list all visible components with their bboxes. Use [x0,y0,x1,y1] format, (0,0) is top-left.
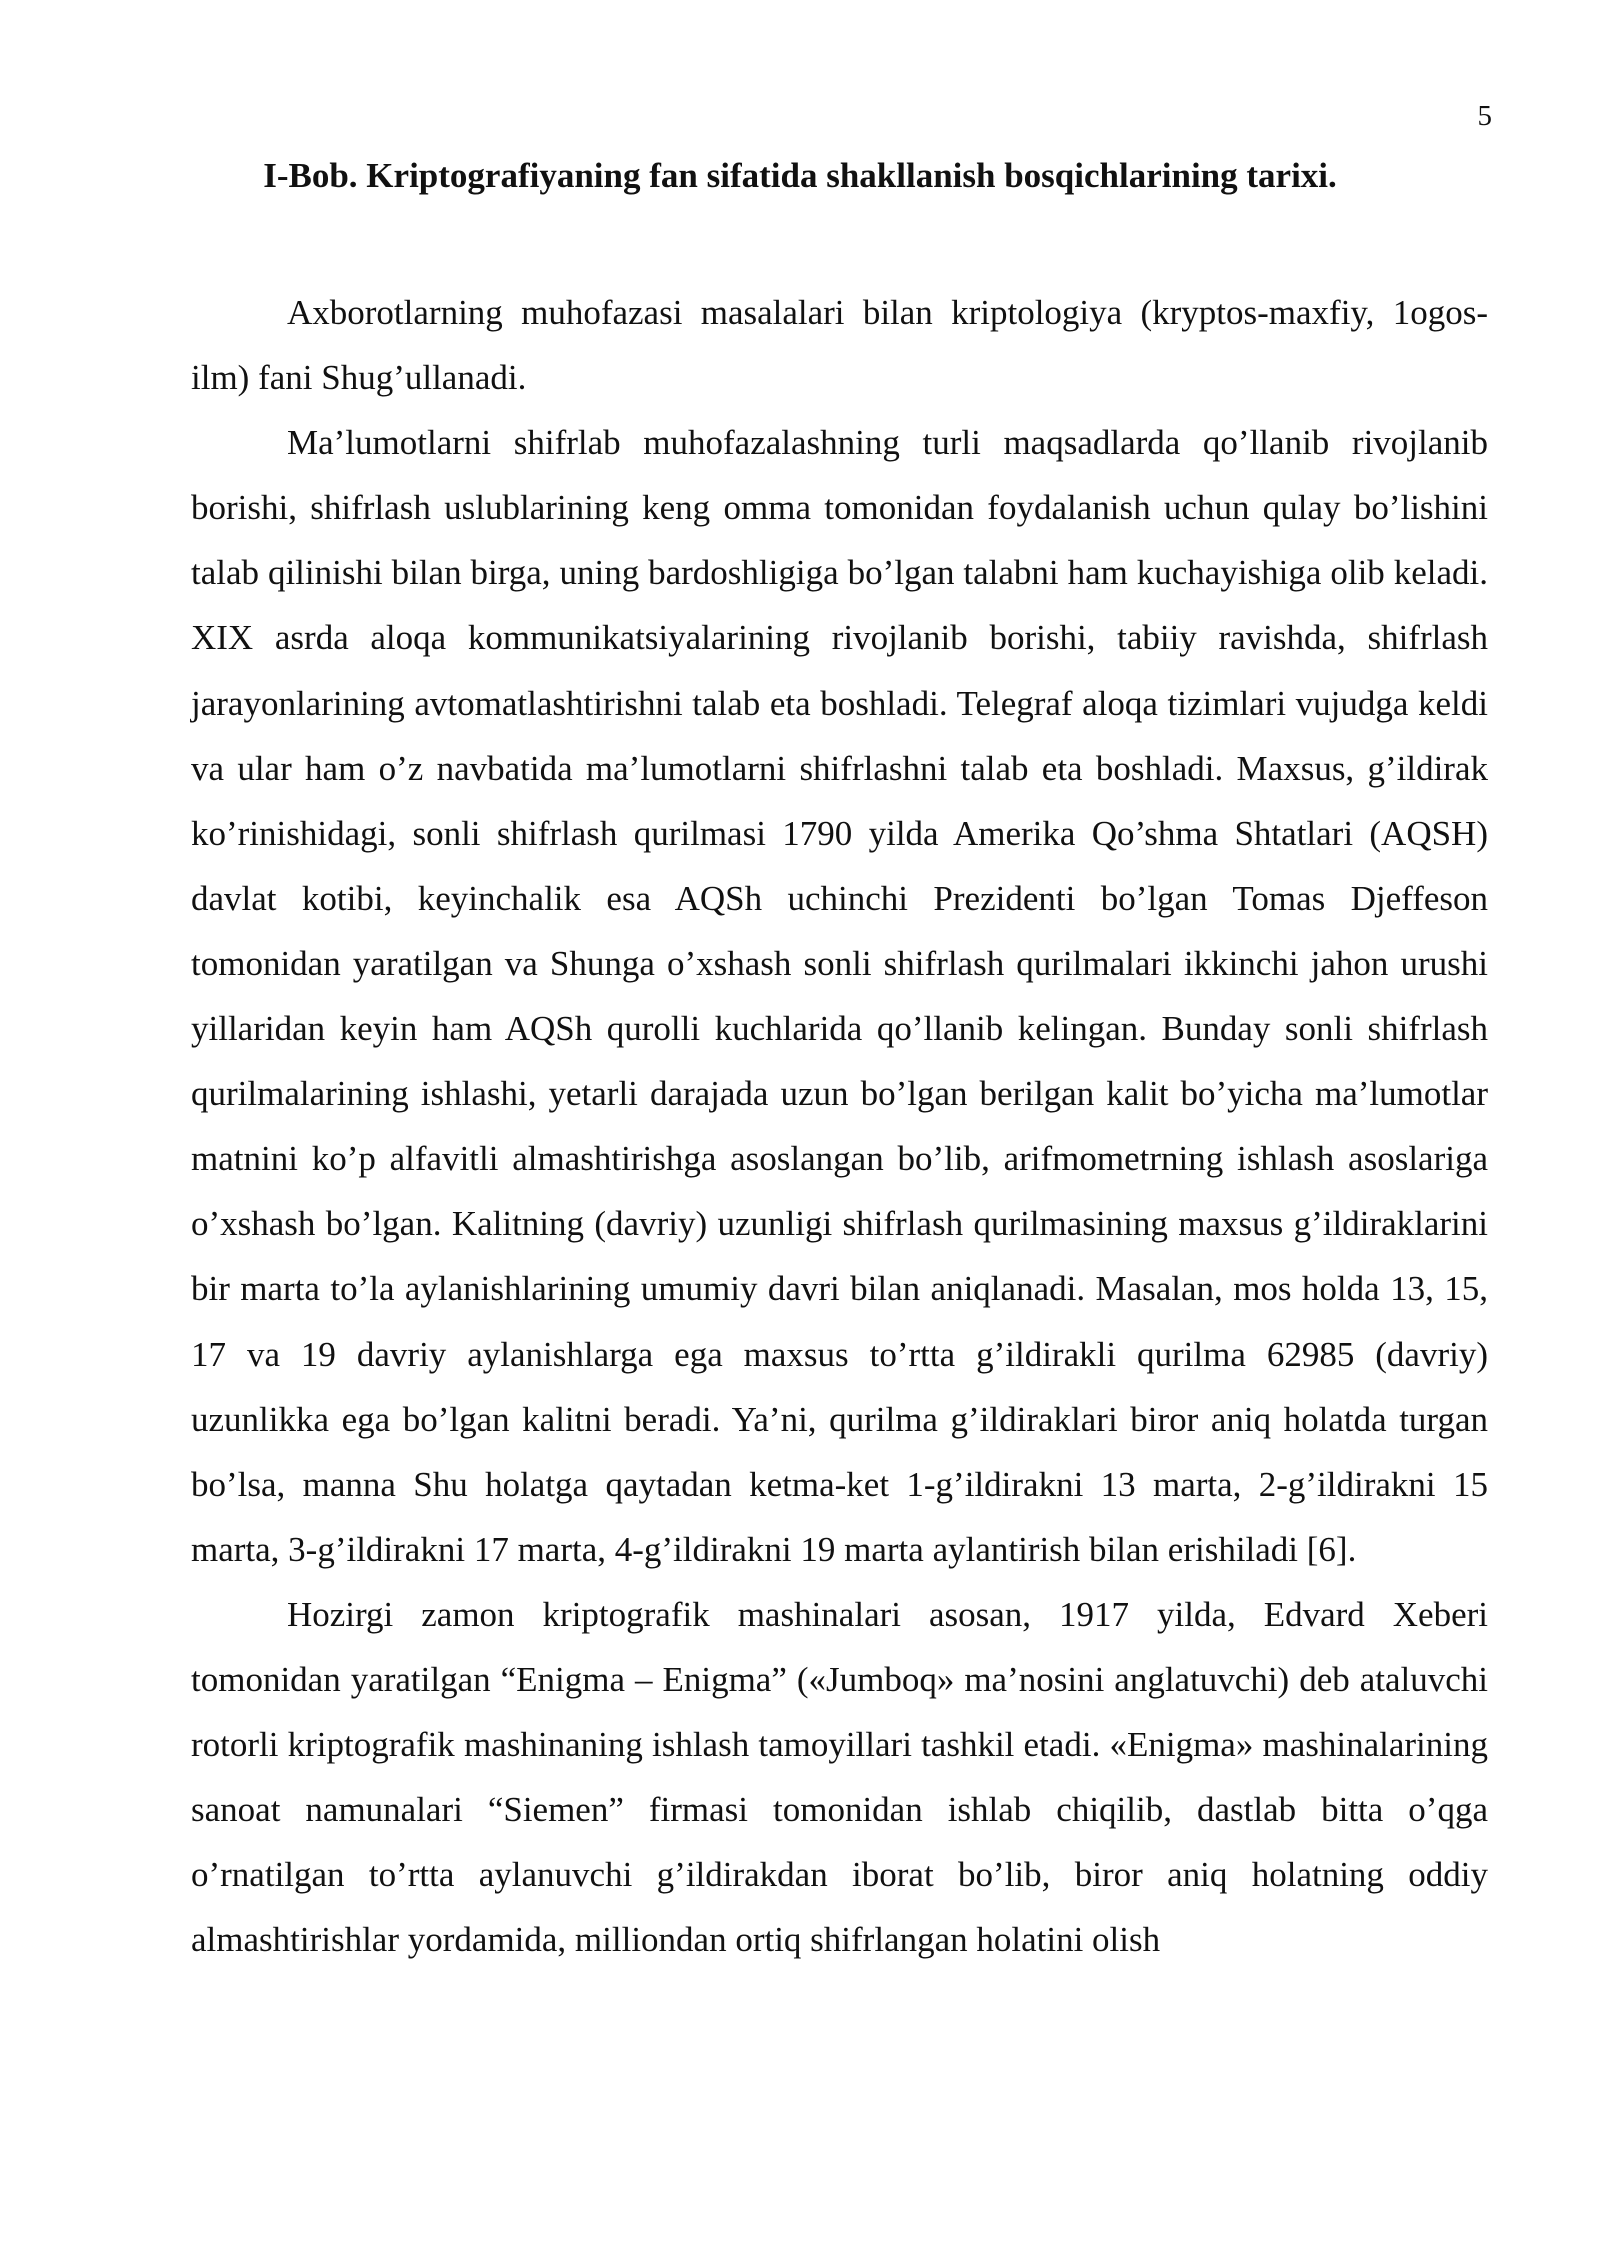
paragraph-history: Ma’lumotlarni shifrlab muhofazalashning turli maqsadlarda qo’llanib rivojlanib borishi, shifrlash uslublarining keng omma tomonidan foydalanish uchun qulay bo’lishini talab qilinishi bilan birga, uning bardoshligiga bo’lgan talabni ham kuchayishiga olib keladi. XIX asrda aloqa kommunikatsiyalarining rivojlanib borishi, tabiiy ravishda, shifrlash jarayonlarining avtomatlashtirishni talab eta boshladi. Telegraf aloqa tizimlari vujudga keldi va ular ham o’z navbatida ma’lumotlarni shifrlashni talab eta boshladi. Maxsus, g’ildirak ko’rinishidagi, sonli shifrlash qurilmasi 1790 yilda Amerika Qo’shma Shtatlari (AQSH) davlat kotibi, keyinchalik esa AQSh uchinchi Prezidenti bo’lgan Tomas Djeffeson tomonidan yaratilgan va Shunga o’xshash sonli shifrlash qurilmalari ikkinchi jahon urushi yillaridan keyin ham AQSh qurolli kuchlarida qo’llanib kelingan. Bunday sonli shifrlash qurilmalarining ishlashi, yetarli darajada uzun bo’lgan berilgan kalit bo’yicha ma’lumotlar matnini ko’p alfavitli almashtirishga asoslangan bo’lib, arifmometrning ishlash asoslariga o’xshash bo’lgan. Kalitning (davriy) uzunligi shifrlash qurilmasining maxsus g’ildiraklarini bir marta to’la aylanishlarining umumiy davri bilan aniqlanadi. Masalan, mos holda 13, 15, 17 va 19 davriy aylanishlarga ega maxsus to’rtta g’ildirakli qurilma 62985 (davriy) uzunlikka ega bo’lgan kalitni beradi. Ya’ni, qurilma g’ildiraklari biror aniq holatda turgan bo’lsa, manna Shu holatga qaytadan ketma-ket 1-g’ildirakni 13 marta, 2-g’ildirakni 15 marta, 3-g’ildirakni 17 marta, 4-g’ildirakni 19 marta aylantirish bilan erishiladi [6]. [191,423,1488,1569]
chapter-title: I-Bob. Kriptografiyaning fan sifatida shakllanish bosqichlarining tarixi. [263,156,1337,195]
body-text [191,280,1488,1972]
page-number: 5 [1477,100,1492,132]
paragraph-intro: Axborotlarning muhofazasi masalalari bilan kriptologiya (kryptos-maxfiy, 1ogos-ilm) fani Shug’ullanadi. [191,293,1488,398]
paragraph-enigma: Hozirgi zamon kriptografik mashinalari asosan, 1917 yilda, Edvard Xeberi tomonidan yaratilgan “Enigma – Enigma” («Jumboq» ma’nosini anglatuvchi) deb ataluvchi rotorli kriptografik mashinaning ishlash tamoyillari tashkil etadi. «Enigma» mashinalarining sanoat namunalari “Siemen” firmasi tomonidan ishlab chiqilib, dastlab bitta o’qga o’rnatilgan to’rtta aylanuvchi g’ildirakdan iborat bo’lib, biror aniq holatning oddiy almashtirishlar yordamida, milliondan ortiq shifrlangan holatini olish [191,1594,1488,1960]
